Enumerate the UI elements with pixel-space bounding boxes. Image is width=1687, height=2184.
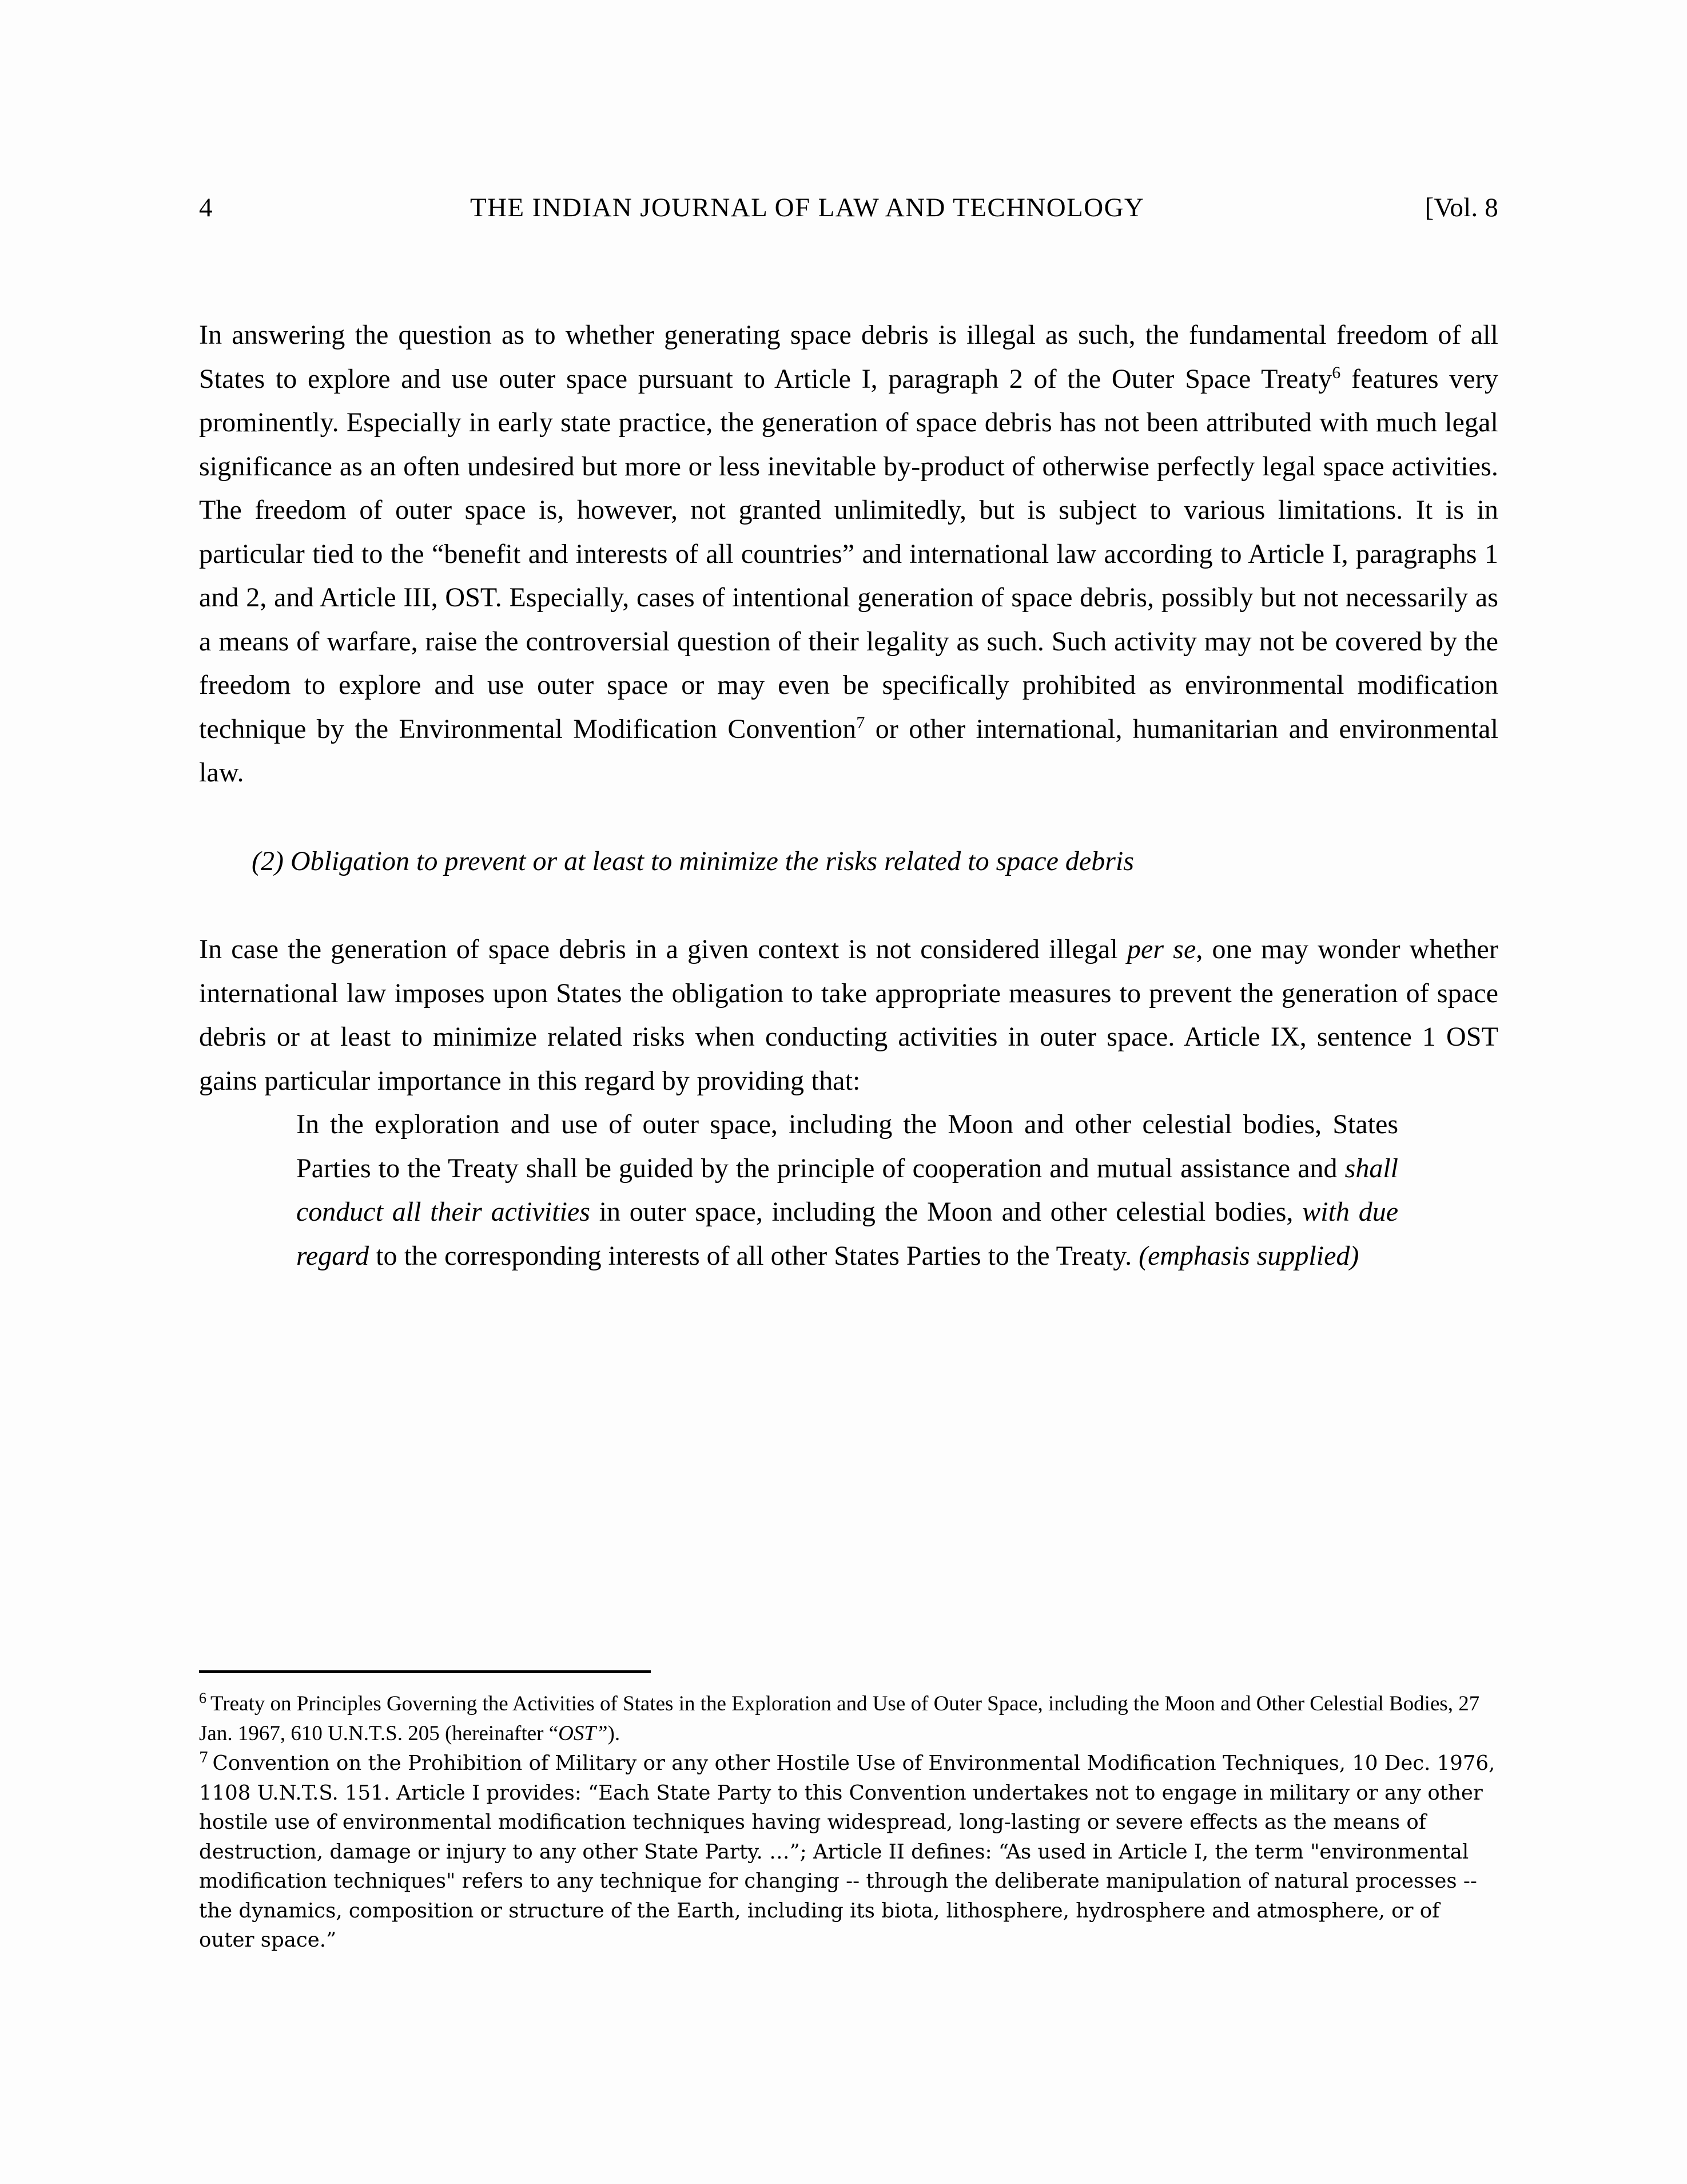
footnote-6-text-a: Treaty on Principles Governing the Activities of States in the Exploration and Use of Outer Space, including the Moon and Other Celestial Bodies, 27 Jan. 1967, 610 U.N.T.S. 205 (hereinafter “ [199, 1692, 1480, 1745]
footnote-6-italic-ost: OST” [558, 1722, 608, 1745]
paragraph-1-part-c: or other international, humanitarian and environmental law. [199, 713, 1499, 788]
footnote-7-text: Convention on the Prohibition of Military or any other Hostile Use of Environmental Modification Techniques, 10 Dec. 1976, 1108 U.N.T.S. 151. Article I provides: “Each State Party to this Convention undertakes not to engage in military or any other hostile use of environmental modification techniques having widespread, long-lasting or severe effects as the means of destruction, damage or injury to any other State Party. …”; Article II defines: “As used in Article I, the term "environmental modification techniques" refers to any technique for changing -- through the deliberate manipulation of natural processes -- the dynamics, composition or structure of the Earth, including its biota, lithosphere, hydrosphere and atmosphere, or of outer space.” [199, 1752, 1495, 1952]
volume-label: [Vol. 8 [1425, 193, 1498, 223]
spacer-after-heading [199, 883, 1498, 928]
paragraph-2 [199, 928, 1498, 1103]
blockquote-italic-emphasis-supplied: (emphasis supplied) [1139, 1240, 1359, 1271]
page-number: 4 [199, 193, 213, 223]
paragraph-1-part-a: In answering the question as to whether generating space debris is illegal as such, the fundamental freedom of all States to explore and use outer space pursuant to Article I, paragraph 2 of the Outer Space Treaty [199, 320, 1498, 394]
footnote-separator-rule [199, 1670, 651, 1673]
blockquote-part-c: to the corresponding interests of all other States Parties to the Treaty. [369, 1240, 1139, 1271]
paragraph-1-part-b: features very prominently. Especially in early state practice, the generation of space debris has not been attributed with much legal significance as an often undesired but more or less inevitable by-product of otherwise perfectly legal space activities. The freedom of outer space is, however, not granted unlimitedly, but is subject to various limitations. It is in particular tied to the “benefit and interests of all countries” and international law according to Article I, paragraphs 1 and 2, and Article III, OST. Especially, cases of intentional generation of space debris, possibly but not necessarily as a means of warfare, raise the controversial question of their legality as such. Such activity may not be covered by the freedom to explore and use outer space or may even be specifically prohibited as environmental modification technique by the Environmental Modification Convention [199, 363, 1499, 744]
footnote-7-marker: 7 [199, 1749, 209, 1767]
journal-title: THE INDIAN JOURNAL OF LAW AND TECHNOLOGY [470, 193, 1145, 223]
footnote-6 [199, 1689, 1498, 1749]
body-text-column [199, 313, 1498, 1278]
footnote-6-text-b: ). [607, 1722, 620, 1745]
paragraph-2-part-a: In case the generation of space debris in a given context is not considered illegal [199, 934, 1127, 964]
footnote-7 [199, 1749, 1498, 1955]
footnote-reference-6[interactable]: 6 [1332, 363, 1341, 382]
footnote-6-marker: 6 [199, 1689, 206, 1706]
paragraph-2-italic-per-se: per se [1127, 934, 1196, 964]
spacer-before-heading [199, 795, 1498, 840]
blockquote-italic-with-due-regard: with due regard [296, 1197, 1398, 1271]
footnote-zone [199, 1670, 1498, 1955]
article-ix-blockquote [199, 1103, 1498, 1278]
paragraph-2-part-b: , one may wonder whether international law imposes upon States the obligation to take appropriate measures to prevent the generation of space debris or at least to minimize related risks when conducting activities in outer space. Article IX, sentence 1 OST gains particular importance in this regard by providing that: [199, 934, 1498, 1096]
running-header [199, 188, 1498, 228]
paragraph-1 [199, 313, 1498, 795]
blockquote-italic-shall-conduct: shall conduct all their activities [296, 1153, 1398, 1227]
section-heading-2: (2) Obligation to prevent or at least to minimize the risks related to space debris [252, 845, 1134, 876]
blockquote-part-a: In the exploration and use of outer space, including the Moon and other celestial bodies, States Parties to the Treaty shall be guided by the principle of cooperation and mutual assistance and [296, 1109, 1398, 1184]
blockquote-part-b: in outer space, including the Moon and other celestial bodies, [590, 1197, 1303, 1227]
footnote-reference-7[interactable]: 7 [856, 713, 865, 732]
